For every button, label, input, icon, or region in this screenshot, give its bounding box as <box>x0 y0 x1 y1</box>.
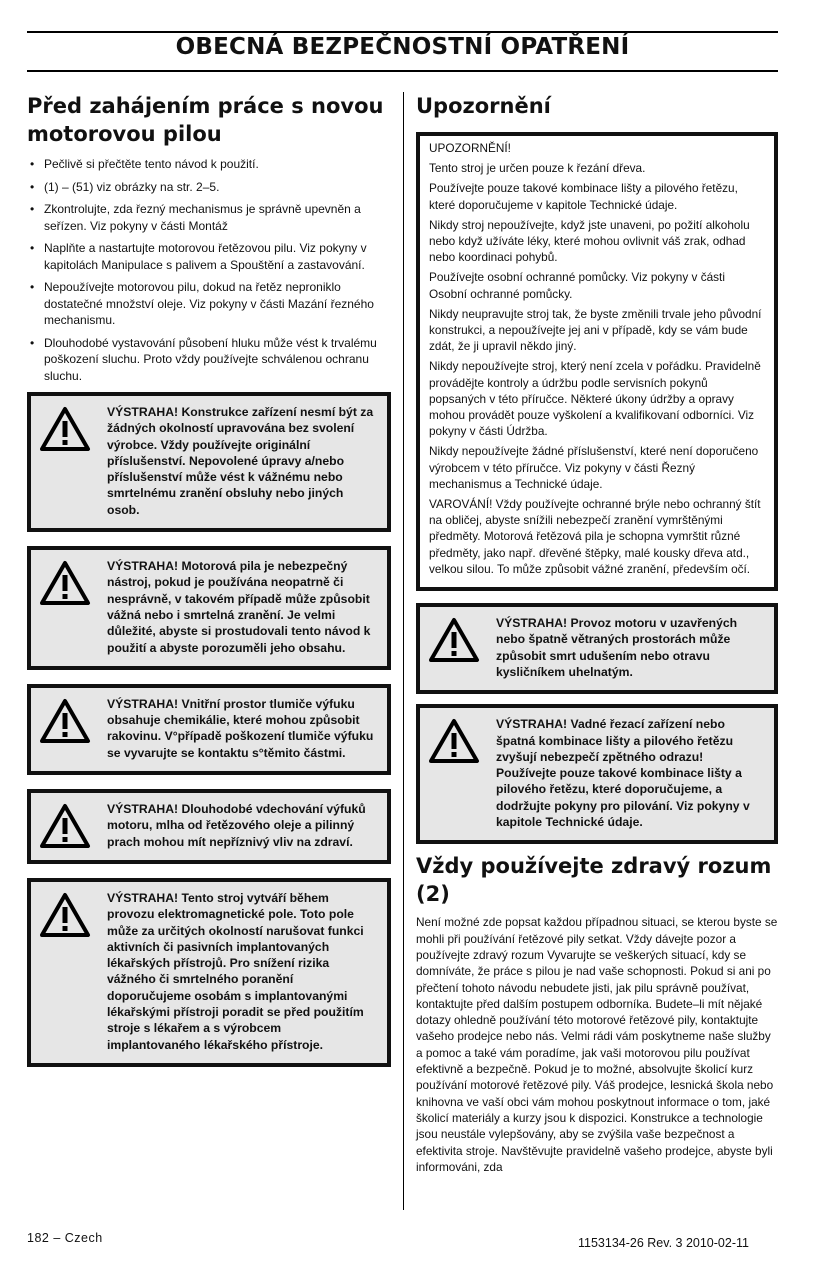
list-item: • Nepoužívejte motorovou pilu, dokud na řetěz neproniklo dostatečné množství oleje. Viz pokyny v části Mazání řezného mechanismu. <box>27 279 391 329</box>
warning-text: VÝSTRAHA! Vadné řezací zařízení nebo špatná kombinace lišty a pilového řetězu zvyšují nebezpečí zpětného odrazu! Používejte pouze takové kombinace lišty a pilového řetězu, které doporučujeme, a dodržujte pokyny pro pilování. Viz pokyny v kapitole Technické údaje. <box>496 717 750 830</box>
notice-paragraph: Nikdy stroj nepoužívejte, když jste unaveni, po požití alkoholu nebo když užíváte léky, které mohou ovlivnit váš zrak, odhad nebo koordinaci pohybů. <box>429 217 750 265</box>
column-divider <box>403 92 404 1210</box>
notice-paragraph: Nikdy neupravujte stroj tak, že byste změnili trvale jeho původní konstrukci, a nepoužívejte jej ani v případě, kdy se vám bude zdát, že ji upravil někdo jiný. <box>429 306 762 354</box>
right-heading: Upozornění <box>416 94 551 118</box>
notice-label: UPOZORNĚNÍ! <box>429 141 511 155</box>
header-rule-bottom <box>27 70 778 72</box>
warning-icon <box>39 803 91 849</box>
notice-box <box>416 132 778 591</box>
warning-box <box>27 878 391 1067</box>
common-sense-text: Není možné zde popsat každou případnou situaci, se kterou byste se mohli při používání řetězové pily setkat. Vždy dávejte pozor a používejte zdravý rozum Vyvarujte se veškerých situací, kdy se domníváte, že práce s pilou je nad vaše schopnosti. Pokud si ani po přečtení tohoto návodu nebudete jisti, jak pilu správně používat, kontaktujte před dalším postupem odborníka. Budete–li mít nějaké dotazy ohledně používání této motorové řetězové pily, kontaktujte vašeho prodejce nebo nás. Velmi rádi vám poskytneme naše služby a pomoc a také vám poradíme, jak vaši motorovou pilu používat efektivně a bezpečně. Pokud je to možné, absolvujte školicí kurz používání motorové řetězové pily. Váš prodejce, lesnická škola nebo knihovna ve vaší obci vám mohou poskytnout informace o tom, jaké školicí materiály a kurzy jsou k dispozici. Konstrukce a technologie jsou neustále vylepšovány, aby se zvýšila vaše bezpečnost a efektivita stroje. Navštěvujte pravidelně vašeho prodejce, abyste byli informováni, zda <box>416 915 778 1174</box>
warning-icon <box>39 698 91 744</box>
page-number: 182 – Czech <box>27 1231 103 1245</box>
warning-box <box>416 704 778 844</box>
list-item: • Naplňte a nastartujte motorovou řetězovou pilu. Viz pokyny v kapitolách Manipulace s palivem a Spouštění a zastavování. <box>27 240 391 273</box>
list-item: • (1) – (51) viz obrázky na str. 2–5. <box>27 179 391 196</box>
notice-paragraph: Tento stroj je určen pouze k řezání dřeva. <box>429 161 646 176</box>
warning-box <box>27 546 391 670</box>
notice-paragraph: VAROVÁNÍ! Vždy používejte ochranné brýle nebo ochranný štít na obličej, abyste snížili nebezpečí zranění vymrštěnými předměty. Motorová řetězová pila je schopna vymrštit různé předměty, jako např. dřevěné štěpky, malé kousky dřeva atd., velkou silou. To může způsobit vážné zranění, především očí. <box>429 497 761 576</box>
warning-icon <box>39 406 91 452</box>
common-sense-heading: Vždy používejte zdravý rozum (2) <box>416 854 772 907</box>
warning-text: VÝSTRAHA! Tento stroj vytváří během provozu elektromagnetické pole. Toto pole může za určitých okolností narušovat funkci aktivních či pasivních implantovaných lékařských přístrojů. Pro snížení rizika vážného či smrtelného poranění doporučujeme osobám s implantovanými lékařskými přístroji poradit se před použitím stroje s lékařem a s výrobcem implantovaného lékařského přístroje. <box>107 890 364 1052</box>
warning-text: VÝSTRAHA! Motorová pila je nebezpečný nástroj, pokud je používána neopatrně či nesprávně, v takovém případě může způsobit vážná nebo i smrtelná zranění. Je velmi důležité, abyste si prostudovali tento návod k použití a abyste porozuměli jeho obsahu. <box>107 559 371 655</box>
bullet-list <box>27 156 391 384</box>
notice-paragraph: Používejte osobní ochranné pomůcky. Viz pokyny v části Osobní ochranné pomůcky. <box>429 270 725 301</box>
notice-paragraph: Nikdy nepoužívejte žádné příslušenství, které není doporučeno výrobcem v této příručce. Viz pokyny v části Řezný mechanismus a Technické údaje. <box>429 444 759 491</box>
warning-text: VÝSTRAHA! Konstrukce zařízení nesmí být za žádných okolností upravována bez svolení výrobce. Vždy používejte originální příslušenství. Nepovolené úpravy a/nebo příslušenství může vést k vážnému nebo smrtelnému zranění obsluhy nebo jiných osob. <box>107 405 374 517</box>
warning-text: VÝSTRAHA! Vnitřní prostor tlumiče výfuku obsahuje chemikálie, které mohou způsobit rakovinu. V°případě poškození tlumiče výfuku se vyvarujte se kontaktu s°těmito částmi. <box>107 696 374 760</box>
list-item: • Dlouhodobé vystavování působení hluku může vést k trvalému poškození sluchu. Proto vždy používejte schválenou ochranu sluchu. <box>27 335 391 385</box>
warning-text: VÝSTRAHA! Provoz motoru v uzavřených nebo špatně větraných prostorách může způsobit smrt udušením nebo otravu kysličníkem uhelnatým. <box>496 616 738 679</box>
warning-box <box>416 603 778 694</box>
document-reference: 1153134-26 Rev. 3 2010-02-11 <box>578 1236 749 1250</box>
list-item: • Zkontrolujte, zda řezný mechanismus je správně upevněn a seřízen. Viz pokyny v části Montáž <box>27 201 391 234</box>
header-rule-top <box>27 31 778 33</box>
warning-icon <box>428 718 480 764</box>
warning-box <box>27 392 391 532</box>
left-heading: Před zahájením práce s novou motorovou pilou <box>27 94 384 146</box>
warning-icon <box>39 560 91 606</box>
right-column <box>416 92 778 1175</box>
warning-icon <box>428 617 480 663</box>
warning-box <box>27 789 391 864</box>
notice-paragraph: Používejte pouze takové kombinace lišty a pilového řetězu, které doporučujeme v kapitole Technické údaje. <box>429 181 738 212</box>
warning-text: VÝSTRAHA! Dlouhodobé vdechování výfuků motoru, mlha od řetězového oleje a pilinný prach mohou mít nepříznivý vliv na zdraví. <box>107 802 366 849</box>
page-title: OBECNÁ BEZPEČNOSTNÍ OPATŘENÍ <box>175 34 630 60</box>
left-column <box>27 92 391 1067</box>
list-item: • Pečlivě si přečtěte tento návod k použití. <box>27 156 391 173</box>
warning-icon <box>39 892 91 938</box>
warning-box <box>27 684 391 775</box>
notice-paragraph: Nikdy nepoužívejte stroj, který není zcela v pořádku. Pravidelně provádějte kontroly a údržbu podle servisních pokynů popsaných v této příručce. Některé úkony údržby a opravy mohou provádět pouze vyškolení a kvalifikovaní odborníci. Viz pokyny v části Údržba. <box>429 359 761 439</box>
